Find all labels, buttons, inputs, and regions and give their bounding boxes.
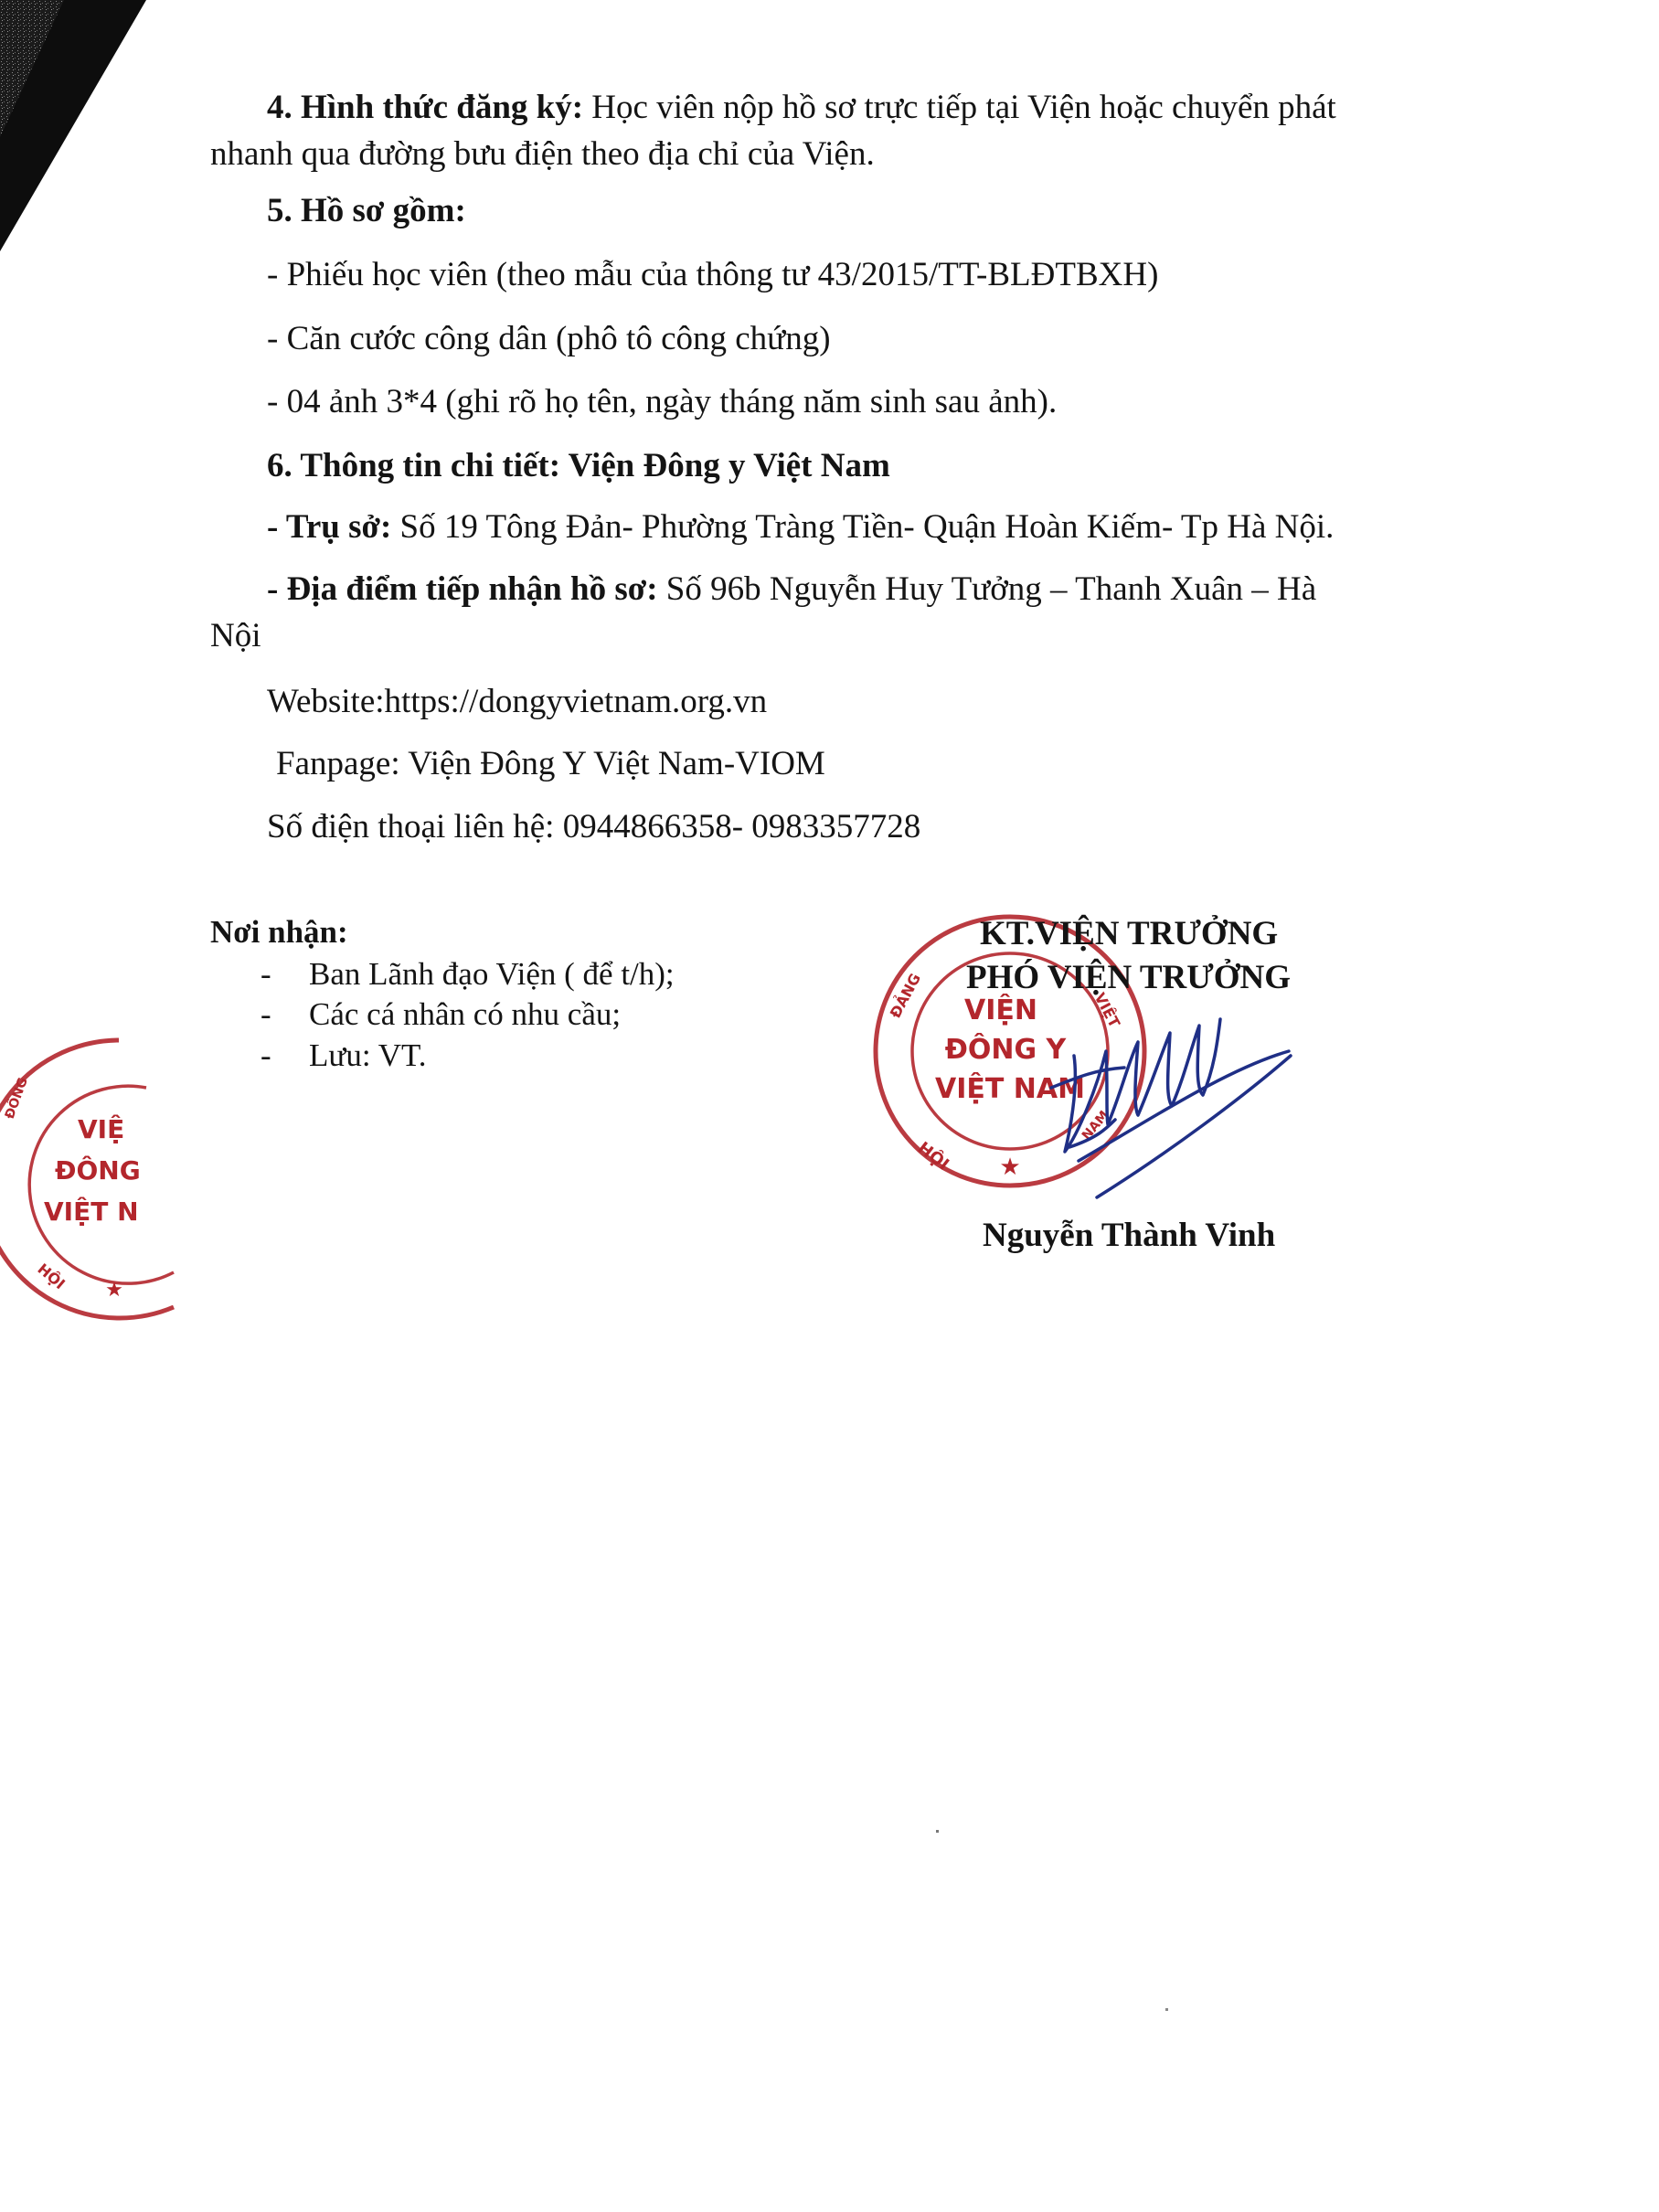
section-4-line-2: nhanh qua đường bưu điện theo địa chỉ của Viện. [210,135,875,173]
headquarters-value: Số 19 Tông Đản- Phường Tràng Tiền- Quận Hoàn Kiếm- Tp Hà Nội. [391,508,1335,546]
stamp-ring-fragment: VIỆT [1090,989,1124,1031]
scan-speck [936,1830,939,1833]
recipients-heading: Nơi nhận: [210,914,348,950]
signature-title-2: PHÓ VIỆN TRƯỞNG [966,959,1291,996]
recipient-bullet: - [261,1037,271,1073]
partial-stamp-ring-fragment: HỘI [34,1260,69,1293]
section-5-heading: 5. Hồ sơ gồm: [267,192,466,229]
recipient-item: Các cá nhân có nhu cầu; [309,996,622,1032]
stamp-line-1: VIỆN [964,994,1037,1026]
headquarters-label: - Trụ sở: [267,508,392,546]
receiving-line-2: Nội [210,617,261,654]
receiving-label: - Địa điểm tiếp nhận hồ sơ: [267,570,658,608]
handwritten-signature [1042,969,1316,1207]
section-4-heading: 4. Hình thức đăng ký: [267,89,584,126]
document-item: - 04 ảnh 3*4 (ghi rõ họ tên, ngày tháng năm sinh sau ảnh). [267,383,1058,420]
stamp-ring-fragment: HỘI [913,1138,953,1175]
partial-stamp-line-2: ĐÔNG [55,1155,141,1186]
website-line: Website:https://dongyvietnam.org.vn [267,683,768,720]
recipient-item: Lưu: VT. [309,1037,427,1073]
headquarters-line [267,505,1334,549]
stamp-ring-fragment: ĐẢNG [886,970,925,1021]
stamp-line-3: VIỆT NAM [935,1073,1085,1105]
receiving-line [267,568,1316,611]
scan-corner-shadow [0,0,155,265]
stamp-ring-fragment: NAM [1079,1108,1112,1143]
phone-line: Số điện thoại liên hệ: 0944866358- 0983357728 [267,808,921,845]
recipient-item: Ban Lãnh đạo Viện ( để t/h); [309,956,675,992]
partial-stamp [0,1033,183,1325]
section-4-text: Học viên nộp hồ sơ trực tiếp tại Viện hoặc chuyển phát [583,89,1336,126]
scan-speck [1165,2008,1168,2011]
stamp-star: ★ [999,1154,1021,1181]
signature-title-1: KT.VIỆN TRƯỞNG [980,915,1279,952]
document-item: - Phiếu học viên (theo mẫu của thông tư 43/2015/TT-BLĐTBXH) [267,256,1159,293]
recipient-bullet: - [261,996,271,1032]
recipient-bullet: - [261,956,271,992]
receiving-value: Số 96b Nguyễn Huy Tưởng – Thanh Xuân – Hà [657,570,1317,608]
signer-name: Nguyễn Thành Vinh [983,1217,1276,1254]
partial-stamp-line-3: VIỆT N [44,1196,139,1227]
partial-stamp-line-1: VIỆ [78,1114,125,1144]
fanpage-line: Fanpage: Viện Đông Y Việt Nam-VIOM [276,745,825,782]
document-item: - Căn cước công dân (phô tô công chứng) [267,320,831,357]
stamp-line-2: ĐÔNG Y [944,1034,1067,1066]
section-4-line-1 [267,86,1336,130]
partial-stamp-star: ★ [105,1279,123,1302]
section-6-heading: 6. Thông tin chi tiết: Viện Đông y Việt Nam [267,447,890,484]
partial-stamp-ring-fragment: ĐÔNG [2,1075,31,1122]
